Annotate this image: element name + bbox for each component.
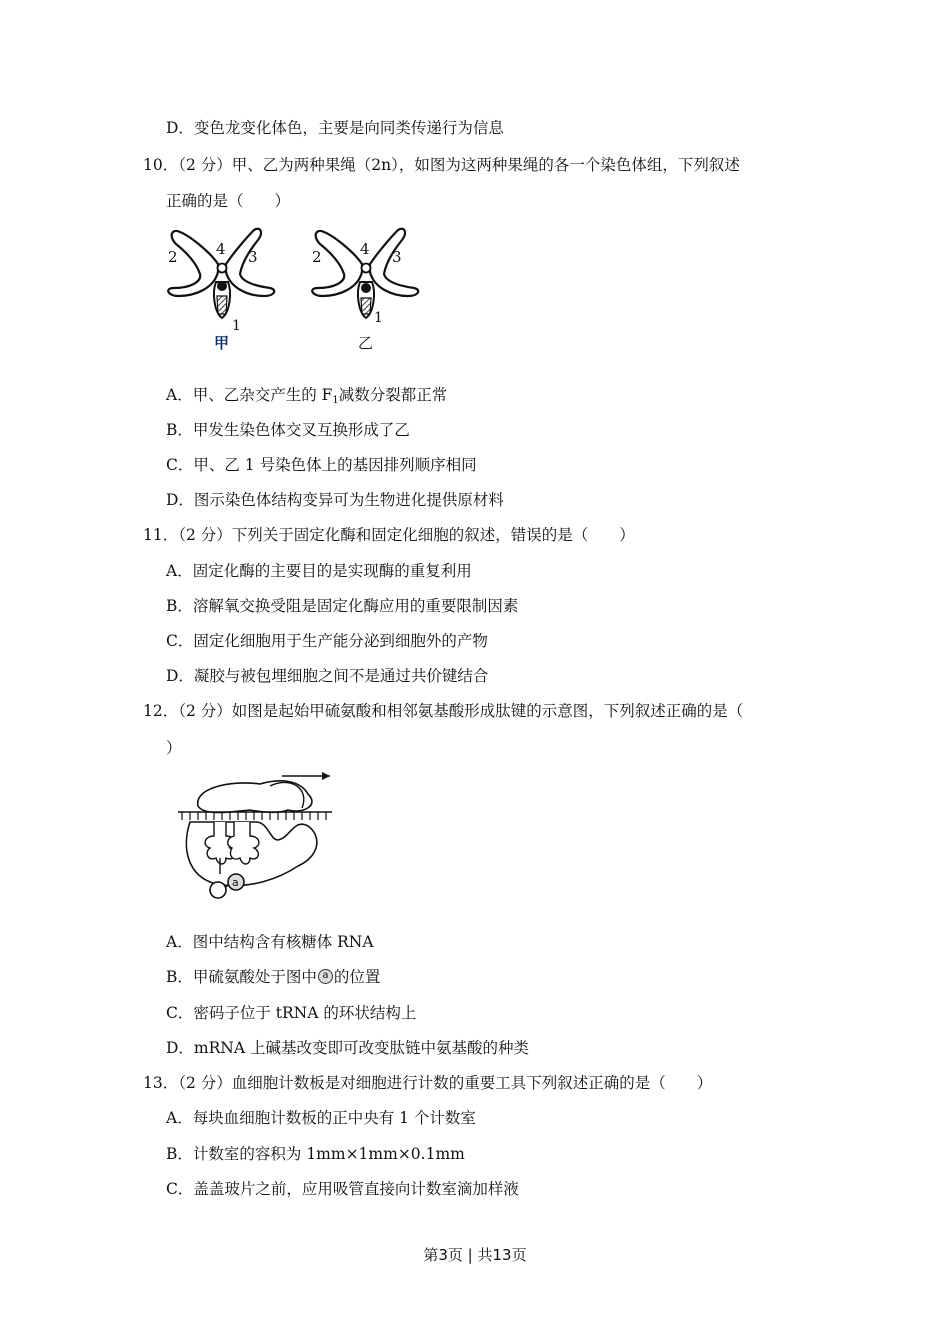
q10-stem-line1 bbox=[143, 155, 740, 175]
q10-stem-text: （2 分）甲、乙为两种果绳（2n），如图为这两种果绳的各一个染色体组，下列叙述 bbox=[178, 156, 740, 174]
q12-option-c: C．密码子位于 tRNA 的环状结构上 bbox=[166, 1004, 417, 1022]
q9-option-d: D．变色龙变化体色，主要是向同类传递行为信息 bbox=[166, 119, 504, 137]
q10-option-c: C．甲、乙 1 号染色体上的基因排列顺序相同 bbox=[166, 456, 477, 474]
jia-label-1: 1 bbox=[232, 318, 241, 334]
page-number-footer: 第3页 | 共13页 bbox=[423, 1246, 527, 1264]
q10-option-a-subscript: 1 bbox=[332, 395, 339, 406]
q13-option-b: B．计数室的容积为 1mm×1mm×0.1mm bbox=[166, 1145, 465, 1163]
q10-option-b: B．甲发生染色体交叉互换形成了乙 bbox=[166, 421, 410, 439]
yi-label-3: 3 bbox=[392, 248, 402, 266]
label-a: a bbox=[232, 876, 239, 889]
q11-option-c: C．固定化细胞用于生产能分泌到细胞外的产物 bbox=[166, 632, 488, 650]
yi-label-2: 2 bbox=[312, 248, 322, 266]
q12-option-d: D．mRNA 上碱基改变即可改变肽链中氨基酸的种类 bbox=[166, 1039, 529, 1057]
jia-caption: 甲 bbox=[214, 334, 230, 352]
q13-stem: 13．（2 分）血细胞计数板是对细胞进行计数的重要工具下列叙述正确的是（ ） bbox=[143, 1074, 713, 1092]
ribosome-small-subunit bbox=[198, 781, 312, 813]
yi-caption: 乙 bbox=[358, 334, 374, 352]
q10-stem-line2: 正确的是（ ） bbox=[166, 192, 291, 210]
yi-label-1: 1 bbox=[374, 310, 383, 326]
yi-label-4: 4 bbox=[360, 240, 370, 258]
q12-option-b-text-end: 的位置 bbox=[333, 968, 381, 986]
q10-option-a-text: A．甲、乙杂交产生的 F bbox=[166, 386, 333, 404]
q11-option-b: B．溶解氧交换受阻是固定化酶应用的重要限制因素 bbox=[166, 597, 519, 615]
q10-option-d: D．图示染色体结构变异可为生物进化提供原材料 bbox=[166, 491, 504, 509]
chromosome-set-jia bbox=[168, 229, 274, 352]
q12-option-a: A．图中结构含有核糖体 RNA bbox=[166, 933, 374, 951]
q12-option-b bbox=[166, 967, 380, 987]
q10-option-a-text-end: 减数分裂都正常 bbox=[338, 386, 448, 404]
q12-option-b-text: B．甲硫氨酸处于图中 bbox=[166, 968, 317, 986]
amino-acid-circle bbox=[210, 882, 226, 898]
q12-ribosome-figure bbox=[170, 766, 360, 906]
jia-label-4: 4 bbox=[216, 240, 226, 258]
jia-label-2: 2 bbox=[168, 248, 178, 266]
q13-option-a: A．每块血细胞计数板的正中央有 1 个计数室 bbox=[166, 1109, 476, 1127]
jia-label-3: 3 bbox=[248, 248, 258, 266]
q11-option-d: D．凝胶与被包埋细胞之间不是通过共价键结合 bbox=[166, 667, 489, 685]
q11-stem: 11．（2 分）下列关于固定化酶和固定化细胞的叙述，错误的是（ ） bbox=[143, 526, 635, 544]
q13-option-c: C．盖盖玻片之前，应用吸管直接向计数室滴加样液 bbox=[166, 1180, 519, 1198]
chromosome-set-yi bbox=[312, 229, 418, 352]
q10-chromosome-figure bbox=[160, 222, 430, 352]
q12-stem-line2: ） bbox=[166, 739, 182, 757]
q11-option-a: A．固定化酶的主要目的是实现酶的重复利用 bbox=[166, 562, 472, 580]
circled-a-icon: a bbox=[318, 969, 333, 984]
q10-number: 10． bbox=[143, 156, 179, 174]
q10-option-a bbox=[166, 385, 447, 411]
q12-stem-line1: 12．（2 分）如图是起始甲硫氨酸和相邻氨基酸形成肽键的示意图，下列叙述正确的是（ bbox=[143, 702, 744, 720]
